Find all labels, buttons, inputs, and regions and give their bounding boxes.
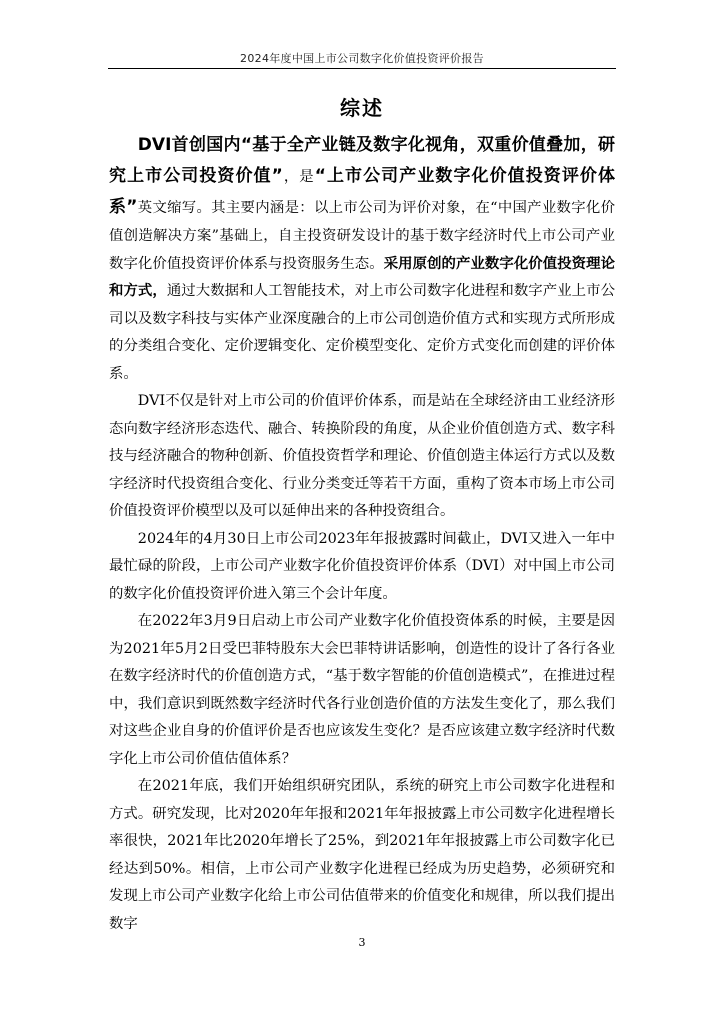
page-number: 3: [358, 936, 366, 949]
paragraph-3: 2024年的4月30日上市公司2023年年报披露时间截止，DVI又进入一年中最忙碌的阶段，上市公司产业数字化价值投资评价体系（DVI）对中国上市公司的数字化价值投资评价进入第三个会计年度。: [109, 530, 615, 602]
paragraph-5: 在2021年底，我们开始组织研究团队，系统的研究上市公司数字化进程和方式。研究发现，比对2020年年报和2021年年报披露上市公司数字化进程增长率很快，2021年比2020年增长了25%，到2021年年报披露上市公司数字化已经达到50%。相信，上市公司产业数字化进程已经成为历史趋势，必须研究和发现上市公司产业数字化给上市公司估值带来的价值变化和规律，所以我们提出数字: [109, 778, 615, 932]
intro-bold-c: 采用原创的产业数字化价值投资理论和方式，: [109, 255, 615, 299]
intro-bold-b: “上市公司产业数字化价值投资评价体系”: [109, 166, 615, 217]
section-title: 综述: [340, 96, 384, 120]
intro-lead-bold: DVI首创国内“基于全产业链及数字化视角，双重价值叠加，研究上市公司投资价值”: [109, 135, 615, 186]
running-header: 2024年度中国上市公司数字化价值投资评价报告: [108, 50, 616, 69]
intro-text-b: 英文缩写。其主要内涵是：以上市公司为评价对象，在“中国产业数字化价值创造解决方案”基础上，自主投资研发设计的基于数字经济时代上市公司产业数字化价值投资评价体系与投资服务生态。: [109, 200, 615, 272]
intro-text-a: ，是: [282, 169, 315, 185]
paragraph-2: DVI不仅是针对上市公司的价值评价体系，而是站在全球经济由工业经济形态向数字经济形态迭代、融合、转换阶段的角度，从企业价值创造方式、数字科技与经济融合的物种创新、价值投资哲学和理论、价值创造主体运行方式以及数字经济时代投资组合变化、行业分类变迁等若干方面，重构了资本市场上市公司价值投资评价模型以及可以延伸出来的各种投资组合。: [109, 393, 615, 519]
body-text: [109, 130, 615, 938]
paragraph-4: 在2022年3月9日启动上市公司产业数字化价值投资体系的时候，主要是因为2021年5月2日受巴菲特股东大会巴菲特讲话影响，创造性的设计了各行各业在数字经济时代的价值创造方式，“基于数字智能的价值创造模式”，在推进过程中，我们意识到既然数字经济时代各行业创造价值的方法发生变化了，那么我们对这些企业自身的价值评价是否也应该发生变化？是否应该建立数字经济时代数字化上市公司价值估值体系？: [109, 613, 615, 767]
paragraph-intro: [109, 130, 615, 388]
intro-text-c: 通过大数据和人工智能技术，对上市公司数字化进程和数字产业上市公司以及数字科技与实体产业深度融合的上市公司创造价值方式和实现方式所形成的分类组合变化、定价逻辑变化、定价模型变化、定价方式变化而创建的评价体系。: [109, 283, 615, 382]
